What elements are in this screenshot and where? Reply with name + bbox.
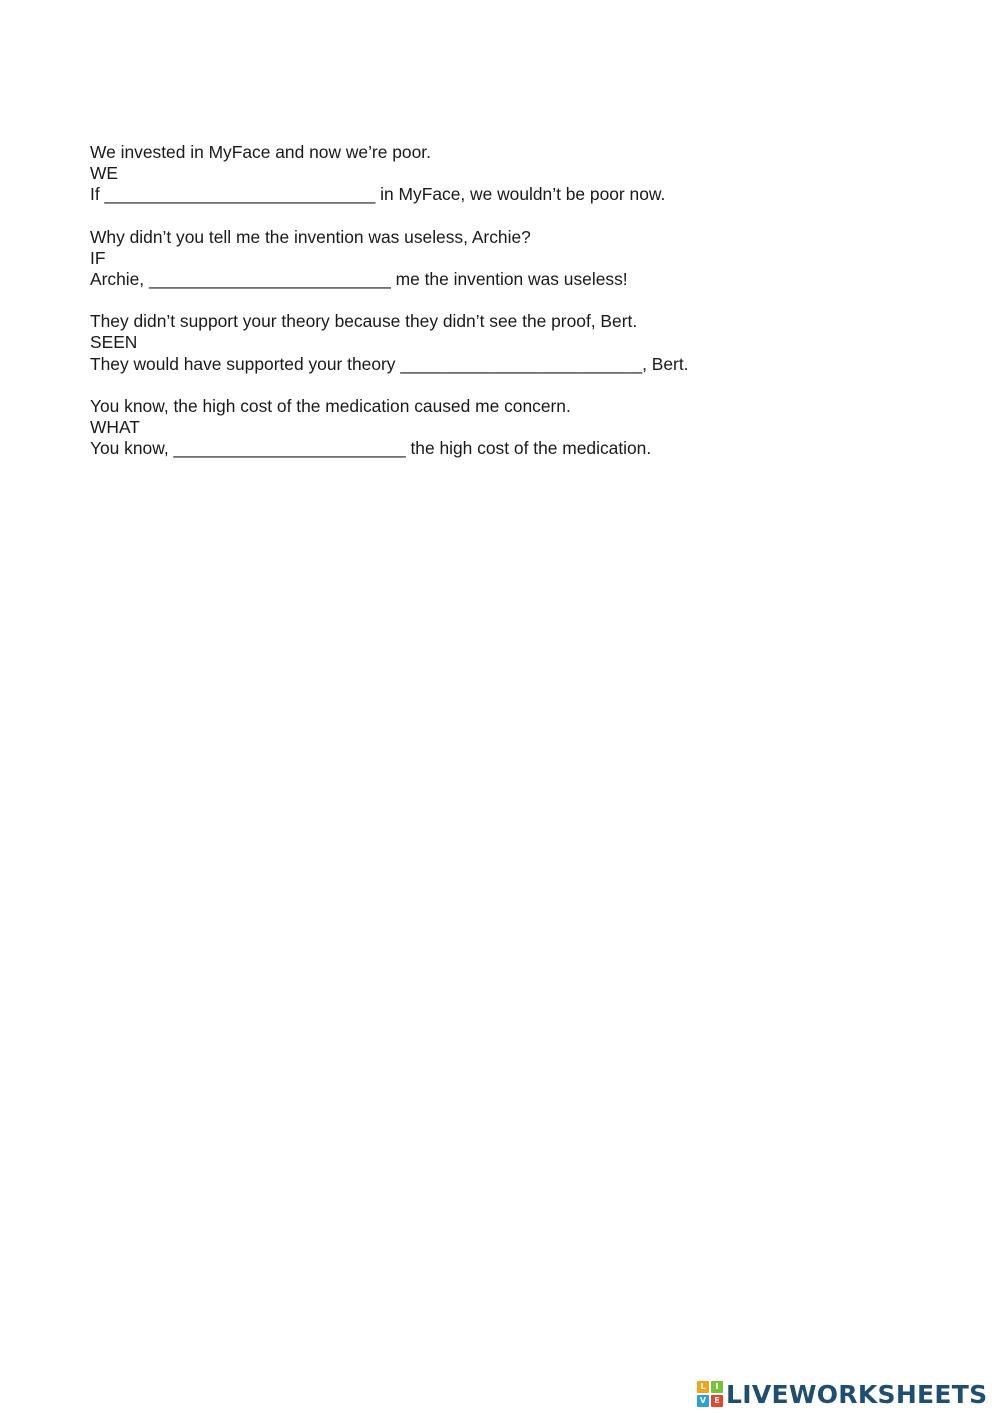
rewrite-before: You know, [90,438,169,459]
liveworksheets-brand[interactable] [697,1376,987,1412]
keyword: WE [90,163,119,184]
original-sentence: You know, the high cost of the medication caused me concern. [90,395,571,416]
logo-tile: V [697,1395,709,1407]
rewrite-after: me the invention was useless! [395,269,628,290]
rewrite-after: in MyFace, we wouldn’t be poor now. [380,184,666,205]
rewrite-sentence [90,269,950,290]
exercise-3 [90,311,950,375]
original-sentence: They didn’t support your theory because they didn’t see the proof, Bert. [90,311,638,332]
liveworksheets-logo-icon [697,1381,723,1407]
exercise-4 [90,396,950,460]
answer-blank[interactable]: ________________________ [173,438,406,459]
rewrite-before: If [90,184,100,205]
rewrite-after: the high cost of the medication. [410,438,652,459]
rewrite-before: They would have supported your theory [90,353,396,374]
keyword: IF [90,247,106,268]
keyword: SEEN [90,332,138,353]
exercise-2 [90,227,950,291]
worksheet [90,142,950,480]
original-sentence: Why didn’t you tell me the invention was useless, Archie? [90,226,531,247]
rewrite-sentence [90,438,950,459]
rewrite-sentence [90,184,950,205]
rewrite-sentence [90,354,950,375]
exercise-1 [90,142,950,206]
brand-name: LIVEWORKSHEETS [726,1379,988,1409]
logo-tile: L [697,1381,709,1393]
original-sentence: We invested in MyFace and now we’re poor. [90,142,431,162]
answer-blank[interactable]: _________________________ [148,269,391,290]
logo-tile: E [711,1395,723,1407]
answer-blank[interactable]: _________________________ [400,353,643,374]
logo-tile: I [711,1381,723,1393]
answer-blank[interactable]: ____________________________ [104,184,376,205]
rewrite-after: , Bert. [642,353,689,374]
keyword: WHAT [90,417,140,438]
rewrite-before: Archie, [90,269,145,290]
